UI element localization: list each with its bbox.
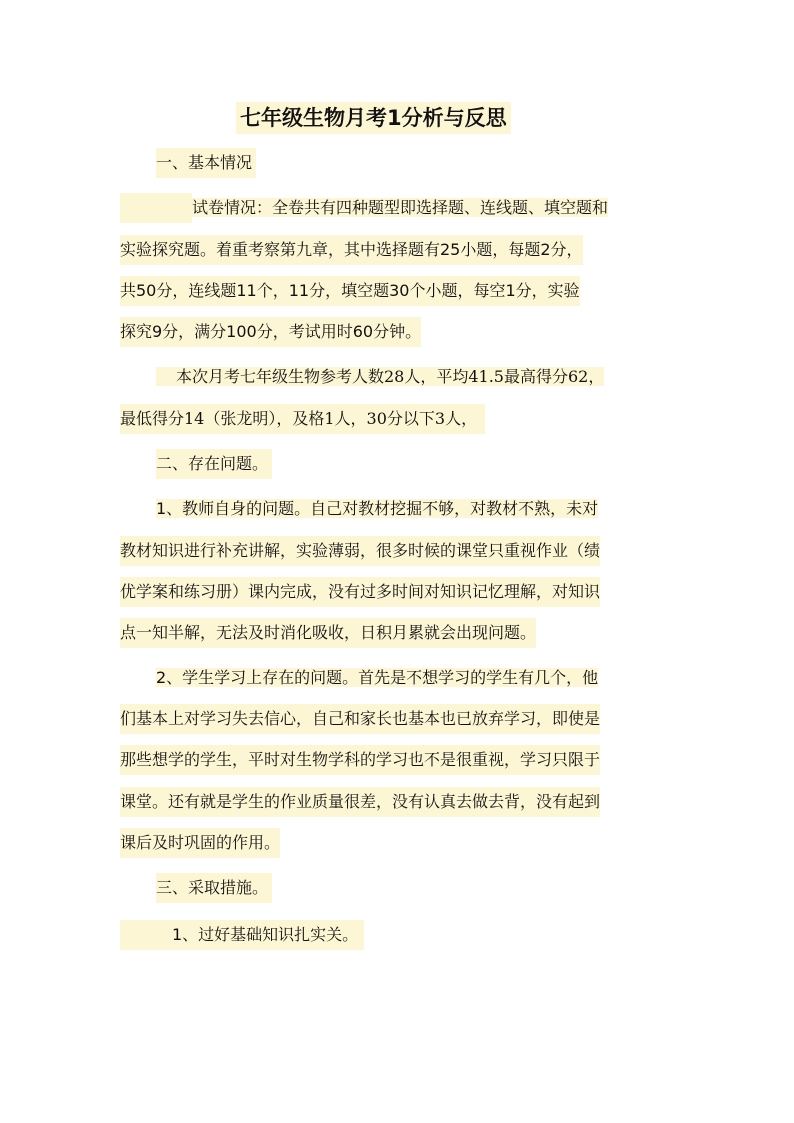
paragraph-line: 2、学生学习上存在的问题。首先是不想学习的学生有几个，他 [156, 668, 599, 687]
stats-line: 最低得分14（张龙明），及格1人，30分以下3人， [120, 404, 485, 434]
section-heading-problems: 二、存在问题。 [156, 449, 272, 479]
paragraph-line: 1、教师自身的问题。自己对教材挖掘不够，对教材不熟，未对 [156, 499, 599, 518]
paragraph-line: 点一知半解，无法及时消化吸收，日积月累就会出现问题。 [120, 618, 536, 648]
paragraph-line: 课后及时巩固的作用。 [120, 828, 280, 858]
document-title: 七年级生物月考1分析与反思 [236, 102, 511, 134]
paragraph-line: 试卷情况：全卷共有四种题型即选择题、连线题、填空题和 [120, 193, 676, 223]
paragraph-line: 们基本上对学习失去信心，自己和家长也基本也已放弃学习，即使是 [120, 704, 600, 734]
section-heading-basic-info: 一、基本情况 [156, 148, 256, 178]
paragraph-line: 那些想学的学生，平时对生物学科的学习也不是很重视，学习只限于 [120, 745, 600, 775]
paragraph-line: 实验探究题。着重考察第九章，其中选择题有25小题，每题2分， [120, 235, 583, 265]
stats-line: 本次月考七年级生物参考人数28人，平均41.5最高得分62， [156, 362, 604, 392]
paragraph-line: 探究9分，满分100分，考试用时60分钟。 [120, 317, 421, 347]
list-item: 1、过好基础知识扎实关。 [120, 920, 364, 950]
paragraph-line: 课堂。还有就是学生的作业质量很差，没有认真去做去背，没有起到 [120, 787, 600, 817]
paragraph-line: 共50分，连线题11个，11分，填空题30个小题，每空1分，实验 [120, 276, 580, 306]
paragraph-line: 优学案和练习册）课内完成，没有过多时间对知识记忆理解，对知识 [120, 577, 600, 607]
section-heading-measures: 三、采取措施。 [156, 873, 272, 903]
paragraph-line: 教材知识进行补充讲解，实验薄弱，很多时候的课堂只重视作业（绩 [120, 536, 600, 566]
